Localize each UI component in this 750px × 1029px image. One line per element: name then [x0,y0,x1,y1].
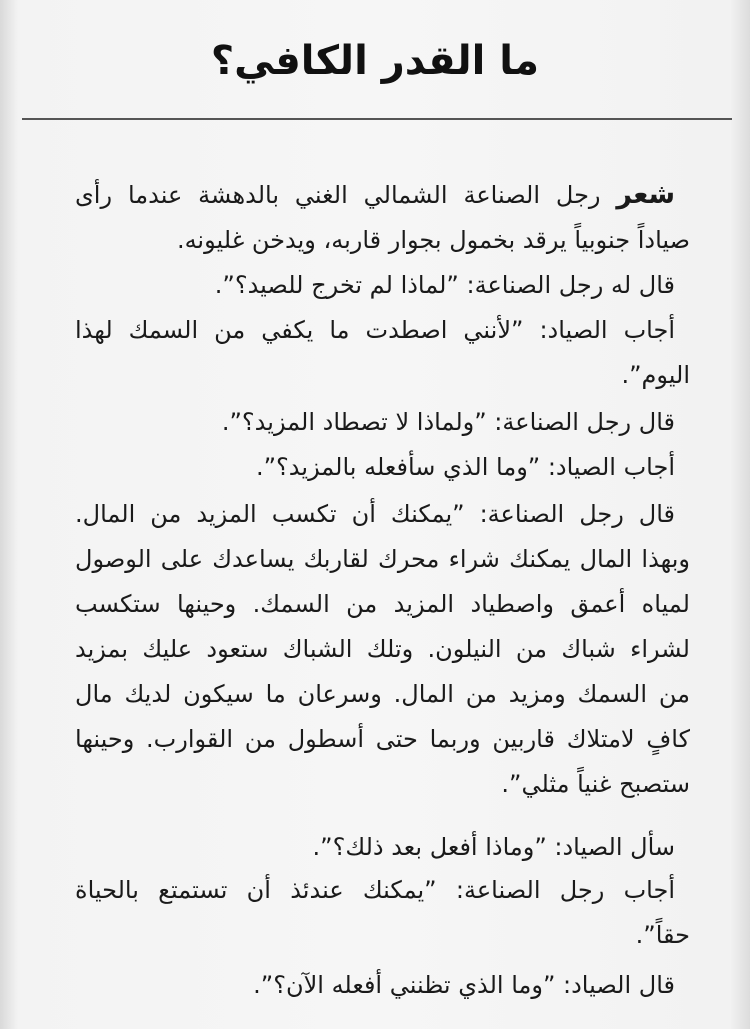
text-line: صياداً جنوبياً يرقد بخمول بجوار قاربه، ويدخن غليونه. [176,226,690,254]
text-line: لشراء شباك من النيلون. وتلك الشباك ستعود عليك بمزيد [75,635,690,663]
text-line: سأل الصياد: ”وماذا أفعل بعد ذلك؟”. [312,833,675,861]
text-line: اليوم”. [621,361,690,389]
text-line: من السمك ومزيد من المال. وسرعان ما سيكون لديك مال [75,680,690,708]
text-line: قال رجل الصناعة: ”يمكنك أن تكسب المزيد من المال. [75,500,675,528]
text-line: قال له رجل الصناعة: ”لماذا لم تخرج للصيد؟”. [214,271,675,299]
lead-word: شعر [616,179,675,210]
text-line: قال رجل الصناعة: ”ولماذا لا تصطاد المزيد؟”. [221,408,675,436]
title-divider [22,118,732,120]
text-line: لمياه أعمق واصطياد المزيد من السمك. وحينها ستكسب [75,590,690,618]
text-line: قال الصياد: ”وما الذي تظنني أفعله الآن؟”. [253,971,675,999]
text-line: وبهذا المال يمكنك شراء محرك لقاربك يساعدك على الوصول [75,545,690,573]
text-line: أجاب رجل الصناعة: ”يمكنك عندئذ أن تستمتع بالحياة [75,876,675,904]
text-line: كافٍ لامتلاك قاربين وربما حتى أسطول من القوارب. وحينها [75,725,690,753]
text-line [75,178,675,212]
line-text: رجل الصناعة الشمالي الغني بالدهشة عندما رأى [75,181,617,209]
page-title: ما القدر الكافي؟ [210,38,540,84]
text-line: أجاب الصياد: ”وما الذي سأفعله بالمزيد؟”. [255,453,675,481]
text-line: أجاب الصياد: ”لأنني اصطدت ما يكفي من السمك لهذا [75,316,675,344]
text-line: حقاً”. [635,921,690,949]
text-line: ستصبح غنياً مثلي”. [501,770,690,798]
